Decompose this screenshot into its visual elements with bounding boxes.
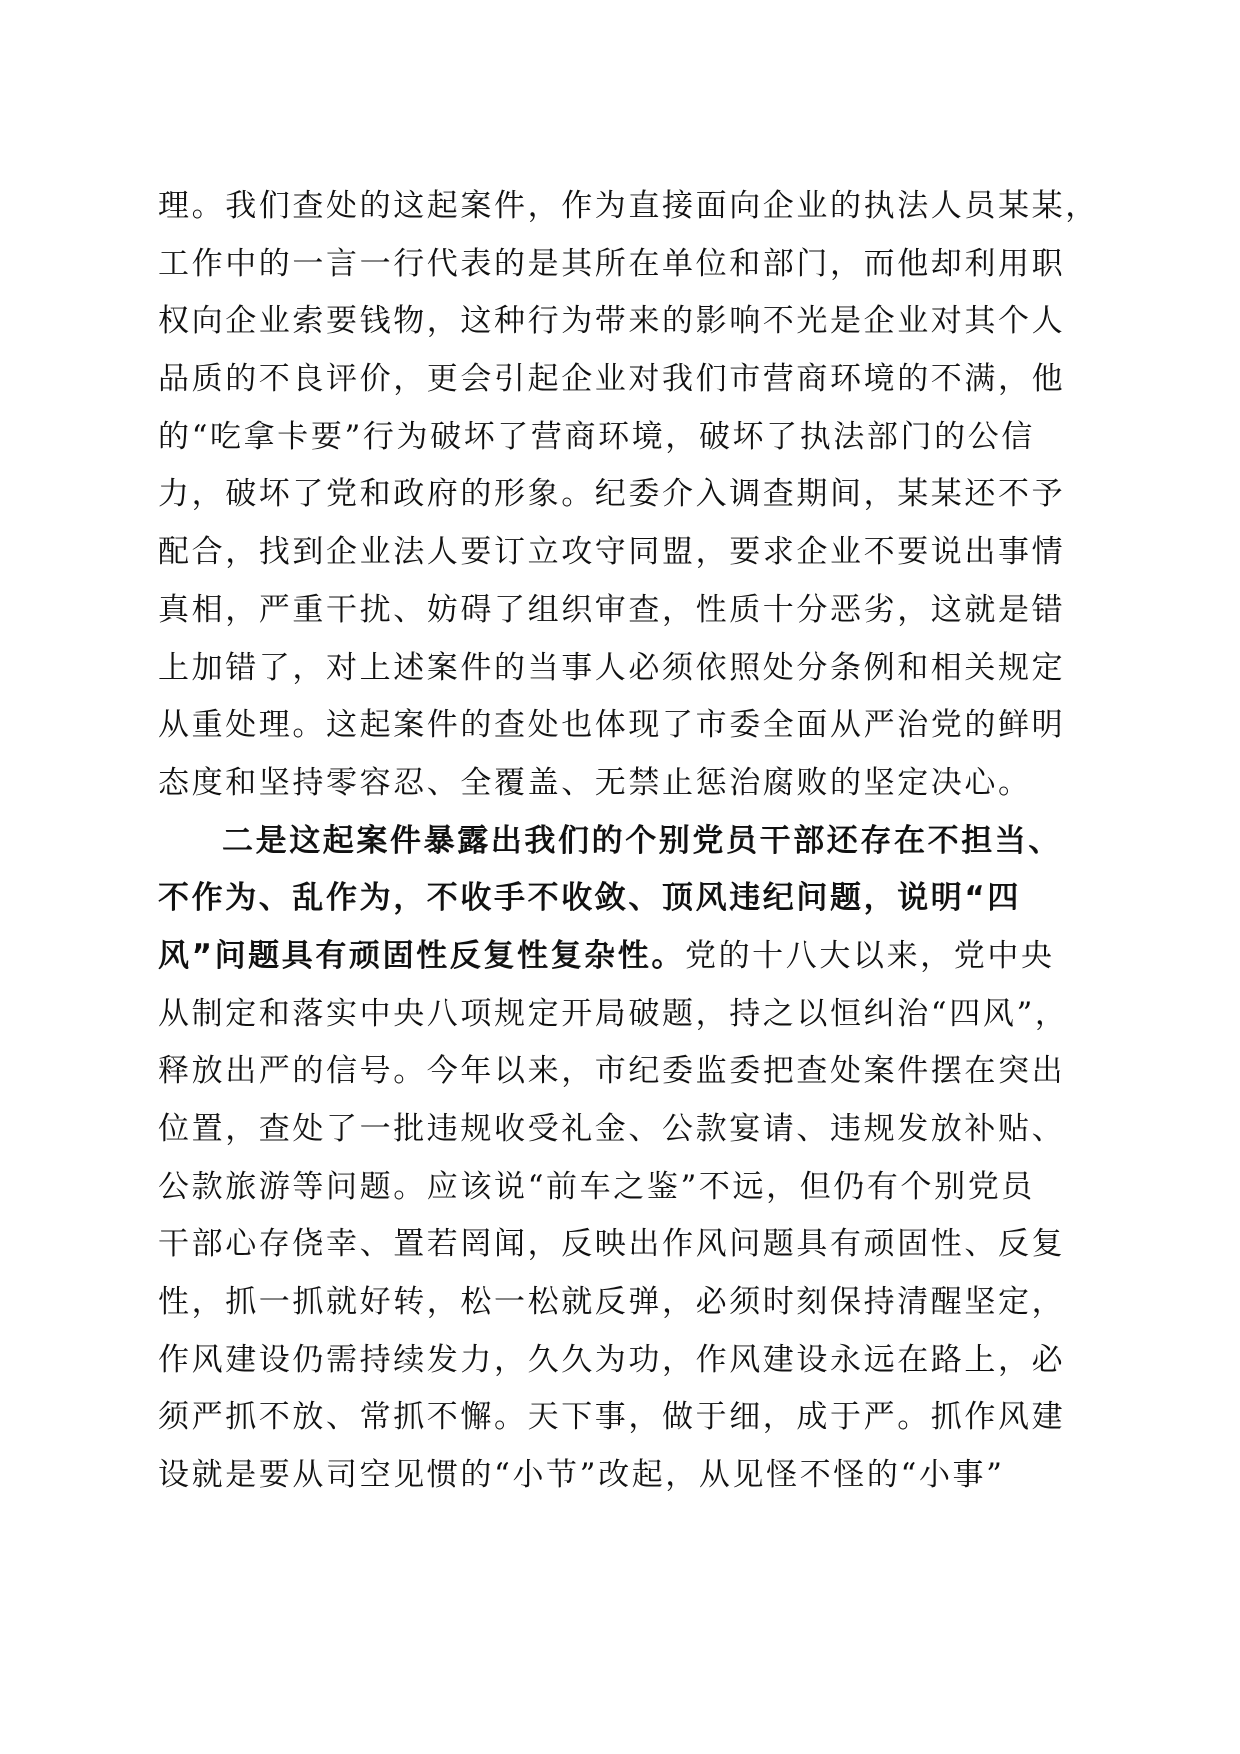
- body-text-segment: 须严抓不放、常抓不懈。天下事，做于细，成于严。抓作风建: [158, 1399, 1066, 1436]
- body-text: [158, 178, 1098, 1505]
- text-line: [158, 870, 1098, 928]
- body-text-segment: 品质的不良评价，更会引起企业对我们市营商环境的不满，他: [158, 361, 1066, 398]
- text-line: [158, 1389, 1098, 1447]
- body-text-segment: 党的十八大以来，党中央: [684, 937, 1055, 974]
- text-line: [158, 1332, 1098, 1390]
- body-text-segment: 态度和坚持零容忍、全覆盖、无禁止惩治腐败的坚定决心。: [158, 764, 1032, 801]
- body-text-segment: 从重处理。这起案件的查处也体现了市委全面从严治党的鲜明: [158, 707, 1066, 744]
- text-line: [158, 582, 1098, 640]
- text-line: [158, 351, 1098, 409]
- text-line: [158, 1101, 1098, 1159]
- body-text-segment: 释放出严的信号。今年以来，市纪委监委把查处案件摆在突出: [158, 1053, 1066, 1090]
- body-text-segment: 干部心存侥幸、置若罔闻，反映出作风问题具有顽固性、反复: [158, 1226, 1066, 1263]
- text-line: [158, 986, 1098, 1044]
- text-line: [158, 178, 1098, 236]
- body-text-segment: 工作中的一言一行代表的是其所在单位和部门，而他却利用职: [158, 245, 1066, 282]
- body-text-segment: 上加错了，对上述案件的当事人必须依照处分条例和相关规定: [158, 649, 1066, 686]
- text-line: [158, 409, 1098, 467]
- text-line: [158, 1274, 1098, 1332]
- text-line: [158, 813, 1098, 871]
- body-text-segment: 力，破坏了党和政府的形象。纪委介入调查期间，某某还不予: [158, 476, 1066, 513]
- body-text-segment: 真相，严重干扰、妨碍了组织审查，性质十分恶劣，这就是错: [158, 591, 1066, 628]
- text-line: [158, 640, 1098, 698]
- bold-heading-text: 风”问题具有顽固性反复性复杂性。: [158, 937, 685, 974]
- bold-heading-text: 二是这起案件暴露出我们的个别党员干部还存在不担当、: [222, 822, 1062, 859]
- text-line: [158, 1159, 1098, 1217]
- text-line: [158, 1447, 1098, 1505]
- bold-heading-text: 不作为、乱作为，不收手不收敛、顶风违纪问题，说明“四: [158, 880, 1021, 917]
- text-line: [158, 293, 1098, 351]
- body-text-segment: 位置，查处了一批违规收受礼金、公款宴请、违规发放补贴、: [158, 1111, 1066, 1147]
- body-text-segment: 性，抓一抓就好转，松一松就反弹，必须时刻保持清醒坚定，: [158, 1284, 1066, 1321]
- text-line: [158, 755, 1098, 813]
- text-line: [158, 1043, 1098, 1101]
- body-text-segment: 的“吃拿卡要”行为破坏了营商环境，破坏了执法部门的公信: [158, 418, 1035, 455]
- text-line: [158, 466, 1098, 524]
- text-line: [158, 1216, 1098, 1274]
- body-text-segment: 从制定和落实中央八项规定开局破题，持之以恒纠治“四风”，: [158, 995, 1069, 1032]
- body-text-segment: 设就是要从司空见惯的“小节”改起，从见怪不怪的“小事”: [158, 1457, 1005, 1494]
- text-line: [158, 236, 1098, 294]
- text-line: [158, 524, 1098, 582]
- body-text-segment: 配合，找到企业法人要订立攻守同盟，要求企业不要说出事情: [158, 534, 1066, 571]
- body-text-segment: 作风建设仍需持续发力，久久为功，作风建设永远在路上，必: [158, 1341, 1066, 1378]
- text-line: [158, 697, 1098, 755]
- body-text-segment: 公款旅游等问题。应该说“前车之鉴”不远，但仍有个别党员: [158, 1168, 1035, 1205]
- body-text-segment: 权向企业索要钱物，这种行为带来的影响不光是企业对其个人: [158, 303, 1066, 340]
- body-text-segment: 理。我们查处的这起案件，作为直接面向企业的执法人员某某，: [158, 188, 1099, 224]
- text-line: [158, 928, 1098, 986]
